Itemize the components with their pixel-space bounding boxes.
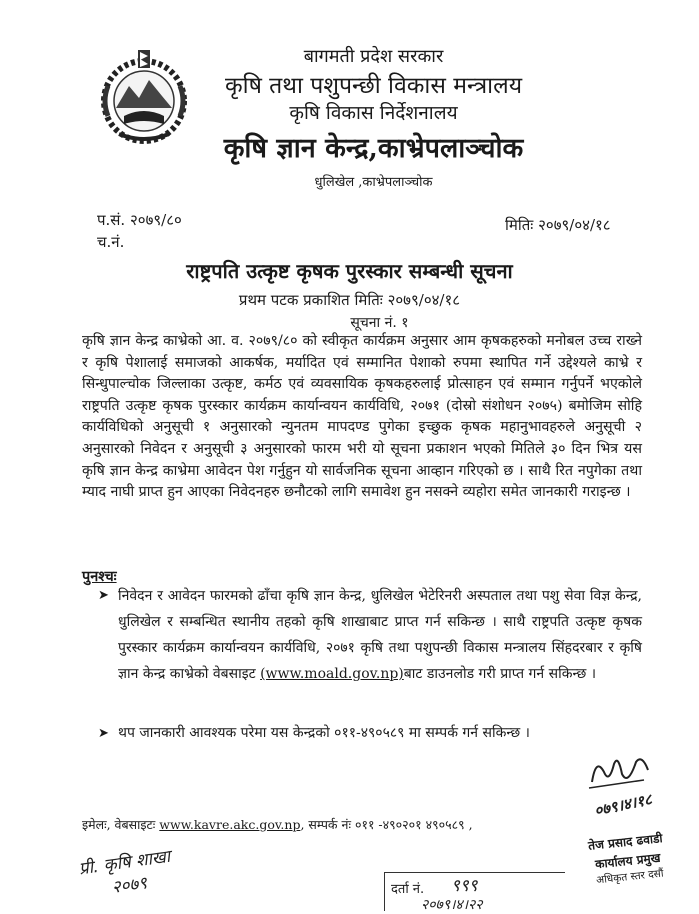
header-office-name: कृषि ज्ञान केन्द्र,काभ्रेपलाञ्चोक xyxy=(223,133,524,164)
signatory-rank: अधिकृत स्तर दसौं xyxy=(595,867,665,887)
footer-website-link[interactable]: www.kavre.akc.gov.np xyxy=(159,817,301,832)
header-address: धुलिखेल ,काभ्रेपलाञ्चोक xyxy=(314,175,433,190)
footer-email-label: इमेलः, वेबसाइटः xyxy=(82,817,156,832)
handwritten-note-line-2: २०७९ xyxy=(110,873,149,898)
postscript-item-1 xyxy=(118,583,642,687)
postscript-item-1-text: निवेदन र आवेदन फारमको ढाँचा कृषि ज्ञान केन्द्र, धुलिखेल भेटेरिनरी अस्पताल तथा पशु सेवा विज्ञ केन्द्र, धुलिखेल र सम्बन्धित स्थानीय तहको कृषि शाखाबाट प्राप्त गर्न सकिन्छ । साथै राष्ट्रपति उत्कृष्ट कृषक पुरस्कार कार्यक्रम कार्यान्वयन कार्यविधि, २०७१ कृषि तथा पशुपन्छी विकास मन्त्रालय सिंहदरबार र कृषि ज्ञान केन्द्र काभ्रेको वेबसाइट xyxy=(118,588,642,682)
signature-date: ०७९।४।१८ xyxy=(592,790,654,820)
handwritten-signature xyxy=(584,752,654,792)
header-ministry: कृषि तथा पशुपन्छी विकास मन्त्रालय xyxy=(224,73,523,99)
registration-number: ९९९ xyxy=(451,876,478,896)
registration-date: २०७९।४।२२ xyxy=(421,897,483,913)
arrow-bullet-icon: ➤ xyxy=(98,726,109,741)
header-directorate: कृषि विकास निर्देशनालय xyxy=(289,102,458,124)
letter-date: मितिः २०७९/०४/१८ xyxy=(505,216,611,234)
registration-stamp xyxy=(384,872,565,911)
arrow-bullet-icon: ➤ xyxy=(98,588,109,603)
notice-number: सूचना नं. १ xyxy=(350,315,409,331)
ministry-website-link[interactable]: (www.moald.gov.np) xyxy=(260,666,404,682)
postscript-item-1-tail: बाट डाउनलोड गरी प्राप्त गर्न सकिन्छ । xyxy=(403,666,597,682)
postscript-item-2: थप जानकारी आवश्यक परेमा यस केन्द्रको ०११-४९०५८९ मा सम्पर्क गर्न सकिन्छ । xyxy=(118,725,530,741)
signatory-name: तेज प्रसाद ढवाडी xyxy=(587,831,664,853)
first-published-date: प्रथम पटक प्रकाशित मितिः २०७९/०४/१८ xyxy=(238,291,461,309)
reference-number: प.सं. २०७९/८० xyxy=(97,211,182,229)
footer-phone: , सम्पर्क नंः ०११ -४९०२०१ ४९०५८९ , xyxy=(300,817,473,832)
registration-label: दर्ता नं. xyxy=(391,882,425,897)
signatory-designation: कार्यालय प्रमुख xyxy=(594,850,662,872)
postscript-label: पुनश्चः xyxy=(82,568,117,585)
handwritten-note xyxy=(77,844,174,902)
notice-title: राष्ट्रपति उत्कृष्ट कृषक पुरस्कार सम्बन्धी सूचना xyxy=(186,259,513,283)
header-province-govt: बागमती प्रदेश सरकार xyxy=(303,46,444,67)
handwritten-note-line-1: प्री. कृषि शाखा xyxy=(77,846,172,880)
dispatch-number: च.नं. xyxy=(97,233,125,251)
notice-body: कृषि ज्ञान केन्द्र काभ्रेको आ. व. २०७९/८० को स्वीकृत कार्यक्रम अनुसार आम कृषकहरुको मनोबल उच्च राख्ने र कृषि पेशालाई समाजको आकर्षक, मर्यादित एवं सम्मानित पेशाको रुपमा स्थापित गर्ने उद्देश्यले काभ्रे र सिन्धुपाल्चोक जिल्लाका उत्कृष्ट, कर्मठ एवं व्यवसायिक कृषकहरुलाई प्रोत्साहन एवं सम्मान गर्नुपर्ने भएकोले राष्ट्रपति उत्कृष्ट कृषक पुरस्कार कार्यक्रम कार्यान्वयन कार्यविधि, २०७१ (दोस्रो संशोधन २०७५) बमोजिम सोहि कार्यविधिको अनुसूची १ अनुसारको न्युनतम मापदण्ड पुगेका इच्छुक कृषक महानुभावहरुले अनुसूची २ अनुसारको निवेदन र अनुसूची ३ अनुसारको फारम भरी यो सूचना प्रकाशन भएको मितिले ३० दिन भित्र यस कृषि ज्ञान केन्द्र काभ्रेमा आवेदन पेश गर्नुहुन यो सार्वजनिक सूचना आव्हान गरिएको छ । साथै रित नपुगेका तथा म्याद नाघी प्राप्त हुन आएका निवेदनहरु छनौटको लागि समावेश हुन नसक्ने व्यहोरा समेत जानकारी गराइन्छ । xyxy=(82,333,642,501)
contact-footer xyxy=(82,816,473,833)
